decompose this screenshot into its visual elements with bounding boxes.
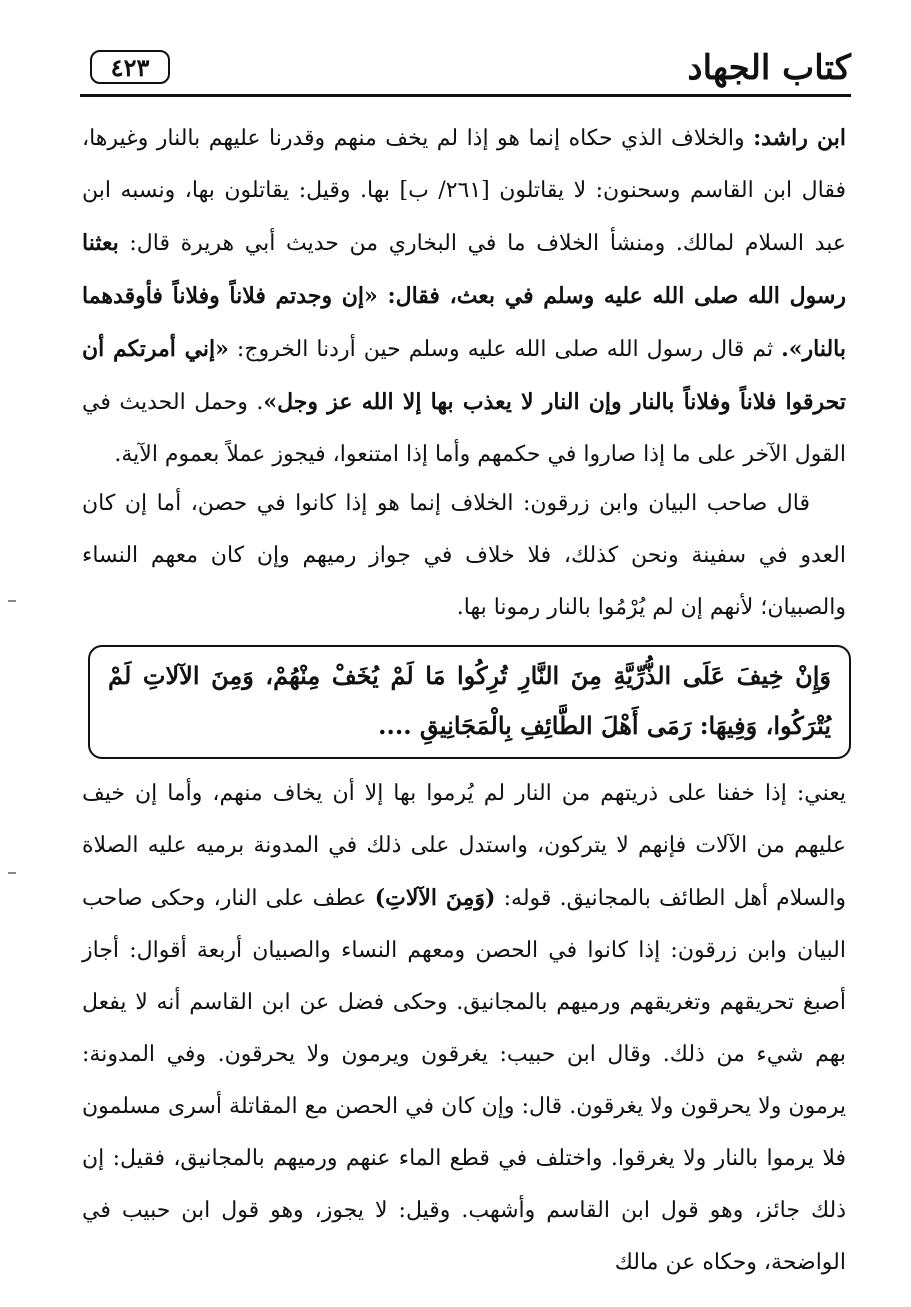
paragraph-1-text-a: والخلاف الذي حكاه إنما هو إذا لم يخف منهم وقدرنا عليهم بالنار وغيرها، فقال ابن القاسم وسحنون: لا يقاتلون [٢٦١/ ب] بها. وقيل: يقاتلون بها، ونسبه ابن عبد السلام لمالك. ومنشأ الخلاف ما في البخاري من حديث أبي هريرة قال:	[82, 126, 846, 256]
commentary-paragraph-1	[82, 112, 846, 481]
commentary-paragraph-2	[82, 478, 846, 634]
commentary-paragraph-3	[82, 768, 846, 1289]
paragraph-3-text-a: يعني: إذا خفنا على ذريتهم من النار لم يُرموا بها إلا أن يخاف منهم، وأما إن خيف عليهم من الآلات فإنهم لا يتركون، واستدل على ذلك في المدونة برميه عليه الصلاة والسلام أهل الطائف بالمجانيق. قوله:	[82, 781, 846, 911]
margin-mark	[8, 600, 16, 602]
hadith-quote-2: «إني أمرتكم أن تحرقوا فلاناً وفلاناً بالنار وإن النار لا يعذب بها إلا الله عز وجل»	[82, 336, 846, 415]
book-title: كتاب الجهاد	[687, 48, 851, 88]
paragraph-3-text-b: عطف على النار، وحكى صاحب البيان وابن زرقون: إذا كانوا في الحصن ومعهم النساء والصبيان أربعة أقوال: أجاز أصبغ تحريقهم وتغريقهم ورميهم بالمجانيق. وحكى فضل عن ابن القاسم أنه لا يفعل بهم شيء من ذلك. وقال ابن حبيب: يغرقون ويرمون ولا يحرقون. وفي المدونة: يرمون ولا يحرقون ولا يغرقون. قال: وإن كان في الحصن مع المقاتلة أسرى مسلمون فلا يرموا بالنار ولا يغرقوا. واختلف في قطع الماء عنهم ورميهم بالمجانيق، فقيل: إن ذلك جائز، وهو قول ابن القاسم وأشهب. وقيل: لا يجوز، وهو قول ابن حبيب في الواضحة، وحكاه عن مالك	[82, 886, 846, 1275]
paragraph-2-text: قال صاحب البيان وابن زرقون: الخلاف إنما هو إذا كانوا في حصن، أما إن كان العدو في سفينة ونحن كذلك، فلا خلاف في جواز رميهم وإن كان معهم النساء والصبيان؛ لأنهم إن لم يُرْمُوا بالنار رمونا بها.	[82, 491, 846, 620]
header-divider	[80, 94, 851, 97]
matn-quote: (وَمِنَ الآلاتِ)	[374, 885, 496, 911]
paragraph-1-text-c: . وحمل الحديث في القول الآخر على ما إذا صاروا في حكمهم وأما إذا امتنعوا، فيجوز عملاً بعموم الآية.	[82, 390, 846, 467]
matn-text: وَإِنْ خِيفَ عَلَى الذُّرِّيَّةِ مِنَ النَّارِ تُرِكُوا مَا لَمْ يُخَفْ مِنْهُمْ، وَمِنَ الآلاتِ لَمْ يُتْرَكُوا، وَفِيهَا: رَمَى أَهْلَ الطَّائِفِ بِالْمَجَانِيقِ ....	[108, 661, 831, 740]
author-lead-label: ابن راشد:	[753, 125, 846, 151]
matn-box	[88, 645, 851, 759]
hadith-quote-1: بعثنا رسول الله صلى الله عليه وسلم في بعث، فقال: «إن وجدتم فلاناً وفلاناً فأوقدهما بالنار».	[82, 230, 847, 362]
page-header	[80, 46, 851, 96]
page-number: ٤٢٣	[90, 50, 170, 84]
margin-mark	[8, 872, 16, 874]
paragraph-1-text-b: ثم قال رسول الله صلى الله عليه وسلم حين أردنا الخروج:	[228, 337, 782, 362]
